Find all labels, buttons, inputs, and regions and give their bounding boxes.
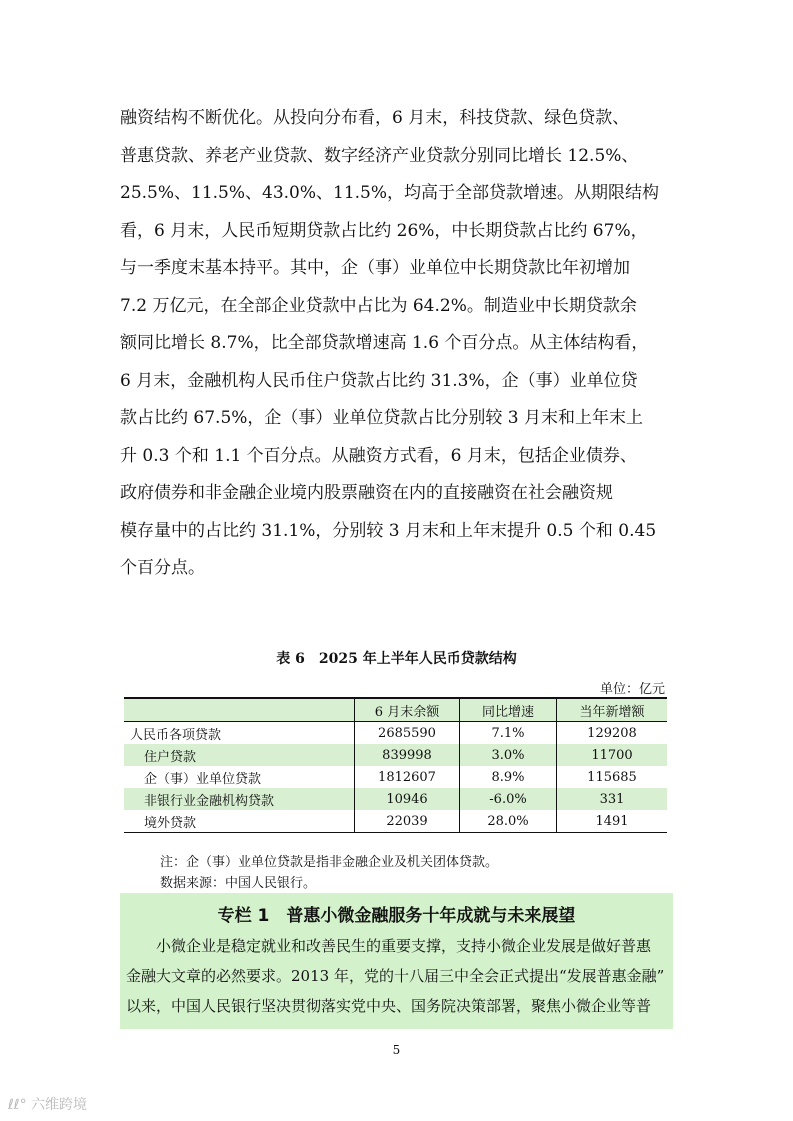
feature-box-title: 专栏 1 普惠小微金融服务十年成就与未来展望 [217,906,576,926]
table-row [124,810,667,833]
paragraph-line: 升 0.3 个和 1.1 个百分点。从融资方式看，6 月末，包括企业债券、 [120,445,637,466]
loan-structure-table [124,697,667,833]
table-source: 数据来源：中国人民银行。 [160,876,317,891]
header-cell-balance: 6 月末余额 [355,698,460,722]
table-note: 注：企（事）业单位贷款是指非金融企业及机关团体贷款。 [160,855,499,870]
watermark-text: 六维跨境 [31,1097,88,1113]
paragraph-line: 模存量中的占比约 31.1%，分别较 3 月末和上年末提升 0.5 个和 0.45 [120,520,657,541]
row-balance: 2685590 [355,722,460,745]
table-row [124,766,667,788]
paragraph-line: 与一季度末基本持平。其中，企（事）业单位中长期贷款比年初增加 [120,258,630,278]
body-paragraph [120,100,676,588]
row-new: 331 [557,788,668,810]
row-new: 129208 [557,722,668,745]
row-new: 1491 [557,810,668,833]
watermark [8,1094,87,1114]
table-unit: 单位：亿元 [599,682,665,697]
watermark-logo-icon: ℓℓ° [8,1097,32,1113]
row-growth: -6.0% [460,788,557,810]
table-row [124,744,667,766]
paragraph-line: 普惠贷款、养老产业贷款、数字经济产业贷款分别同比增长 12.5%、 [120,145,639,166]
row-growth: 28.0% [460,810,557,833]
table-header-row [124,698,667,722]
row-name: 人民币各项贷款 [130,727,222,743]
table-row [124,722,667,745]
paragraph-line: 额同比增长 8.7%，比全部贷款增速高 1.6 个百分点。从主体结构看， [120,333,649,353]
paragraph-line: 6 月末，金融机构人民币住户贷款占比约 31.3%，企（事）业单位贷 [120,370,638,391]
feature-box-line: 小微企业是稳定就业和改善民生的重要支撑，支持小微企业发展是做好普惠 [126,937,652,955]
paragraph-line: 款占比约 67.5%，企（事）业单位贷款占比分别较 3 月末和上年末上 [120,408,644,428]
row-balance: 10946 [355,788,460,810]
row-balance: 839998 [355,744,460,766]
row-growth: 8.9% [460,766,557,788]
row-balance: 1812607 [355,766,460,788]
paragraph-line: 融资结构不断优化。从投向分布看，6 月末，科技贷款、绿色贷款、 [120,108,630,128]
row-balance: 22039 [355,810,460,833]
row-growth: 7.1% [460,722,557,745]
paragraph-line: 25.5%、11.5%、43.0%、11.5%，均高于全部贷款增速。从期限结构 [120,183,660,203]
row-new: 115685 [557,766,668,788]
header-cell-blank [124,698,355,722]
feature-box [120,893,673,1029]
paragraph-line: 个百分点。 [120,558,205,578]
row-new: 11700 [557,744,668,766]
header-cell-growth: 同比增速 [460,698,557,722]
paragraph-line: 政府债券和非金融企业境内股票融资在内的直接融资在社会融资规 [120,483,613,503]
paragraph-line: 7.2 万亿元，在全部企业贷款中占比为 64.2%。制造业中长期贷款余 [120,295,637,316]
row-name: 住户贷款 [124,744,355,766]
feature-box-line: 金融大文章的必然要求。2013 年，党的十八届三中全会正式提出“发展普惠金融” [126,967,665,985]
table-row [124,788,667,810]
page-number: 5 [392,1043,401,1057]
row-growth: 3.0% [460,744,557,766]
row-name: 境外贷款 [124,810,355,833]
table-title: 表 6 2025 年上半年人民币贷款结构 [276,651,517,667]
header-cell-new: 当年新增额 [557,698,668,722]
feature-box-line: 以来，中国人民银行坚决贯彻落实党中央、国务院决策部署，聚焦小微企业等普 [126,997,652,1015]
row-name: 非银行业金融机构贷款 [124,788,355,810]
paragraph-line: 看，6 月末，人民币短期贷款占比约 26%，中长期贷款占比约 67%， [120,220,648,241]
row-name: 企（事）业单位贷款 [144,771,262,787]
